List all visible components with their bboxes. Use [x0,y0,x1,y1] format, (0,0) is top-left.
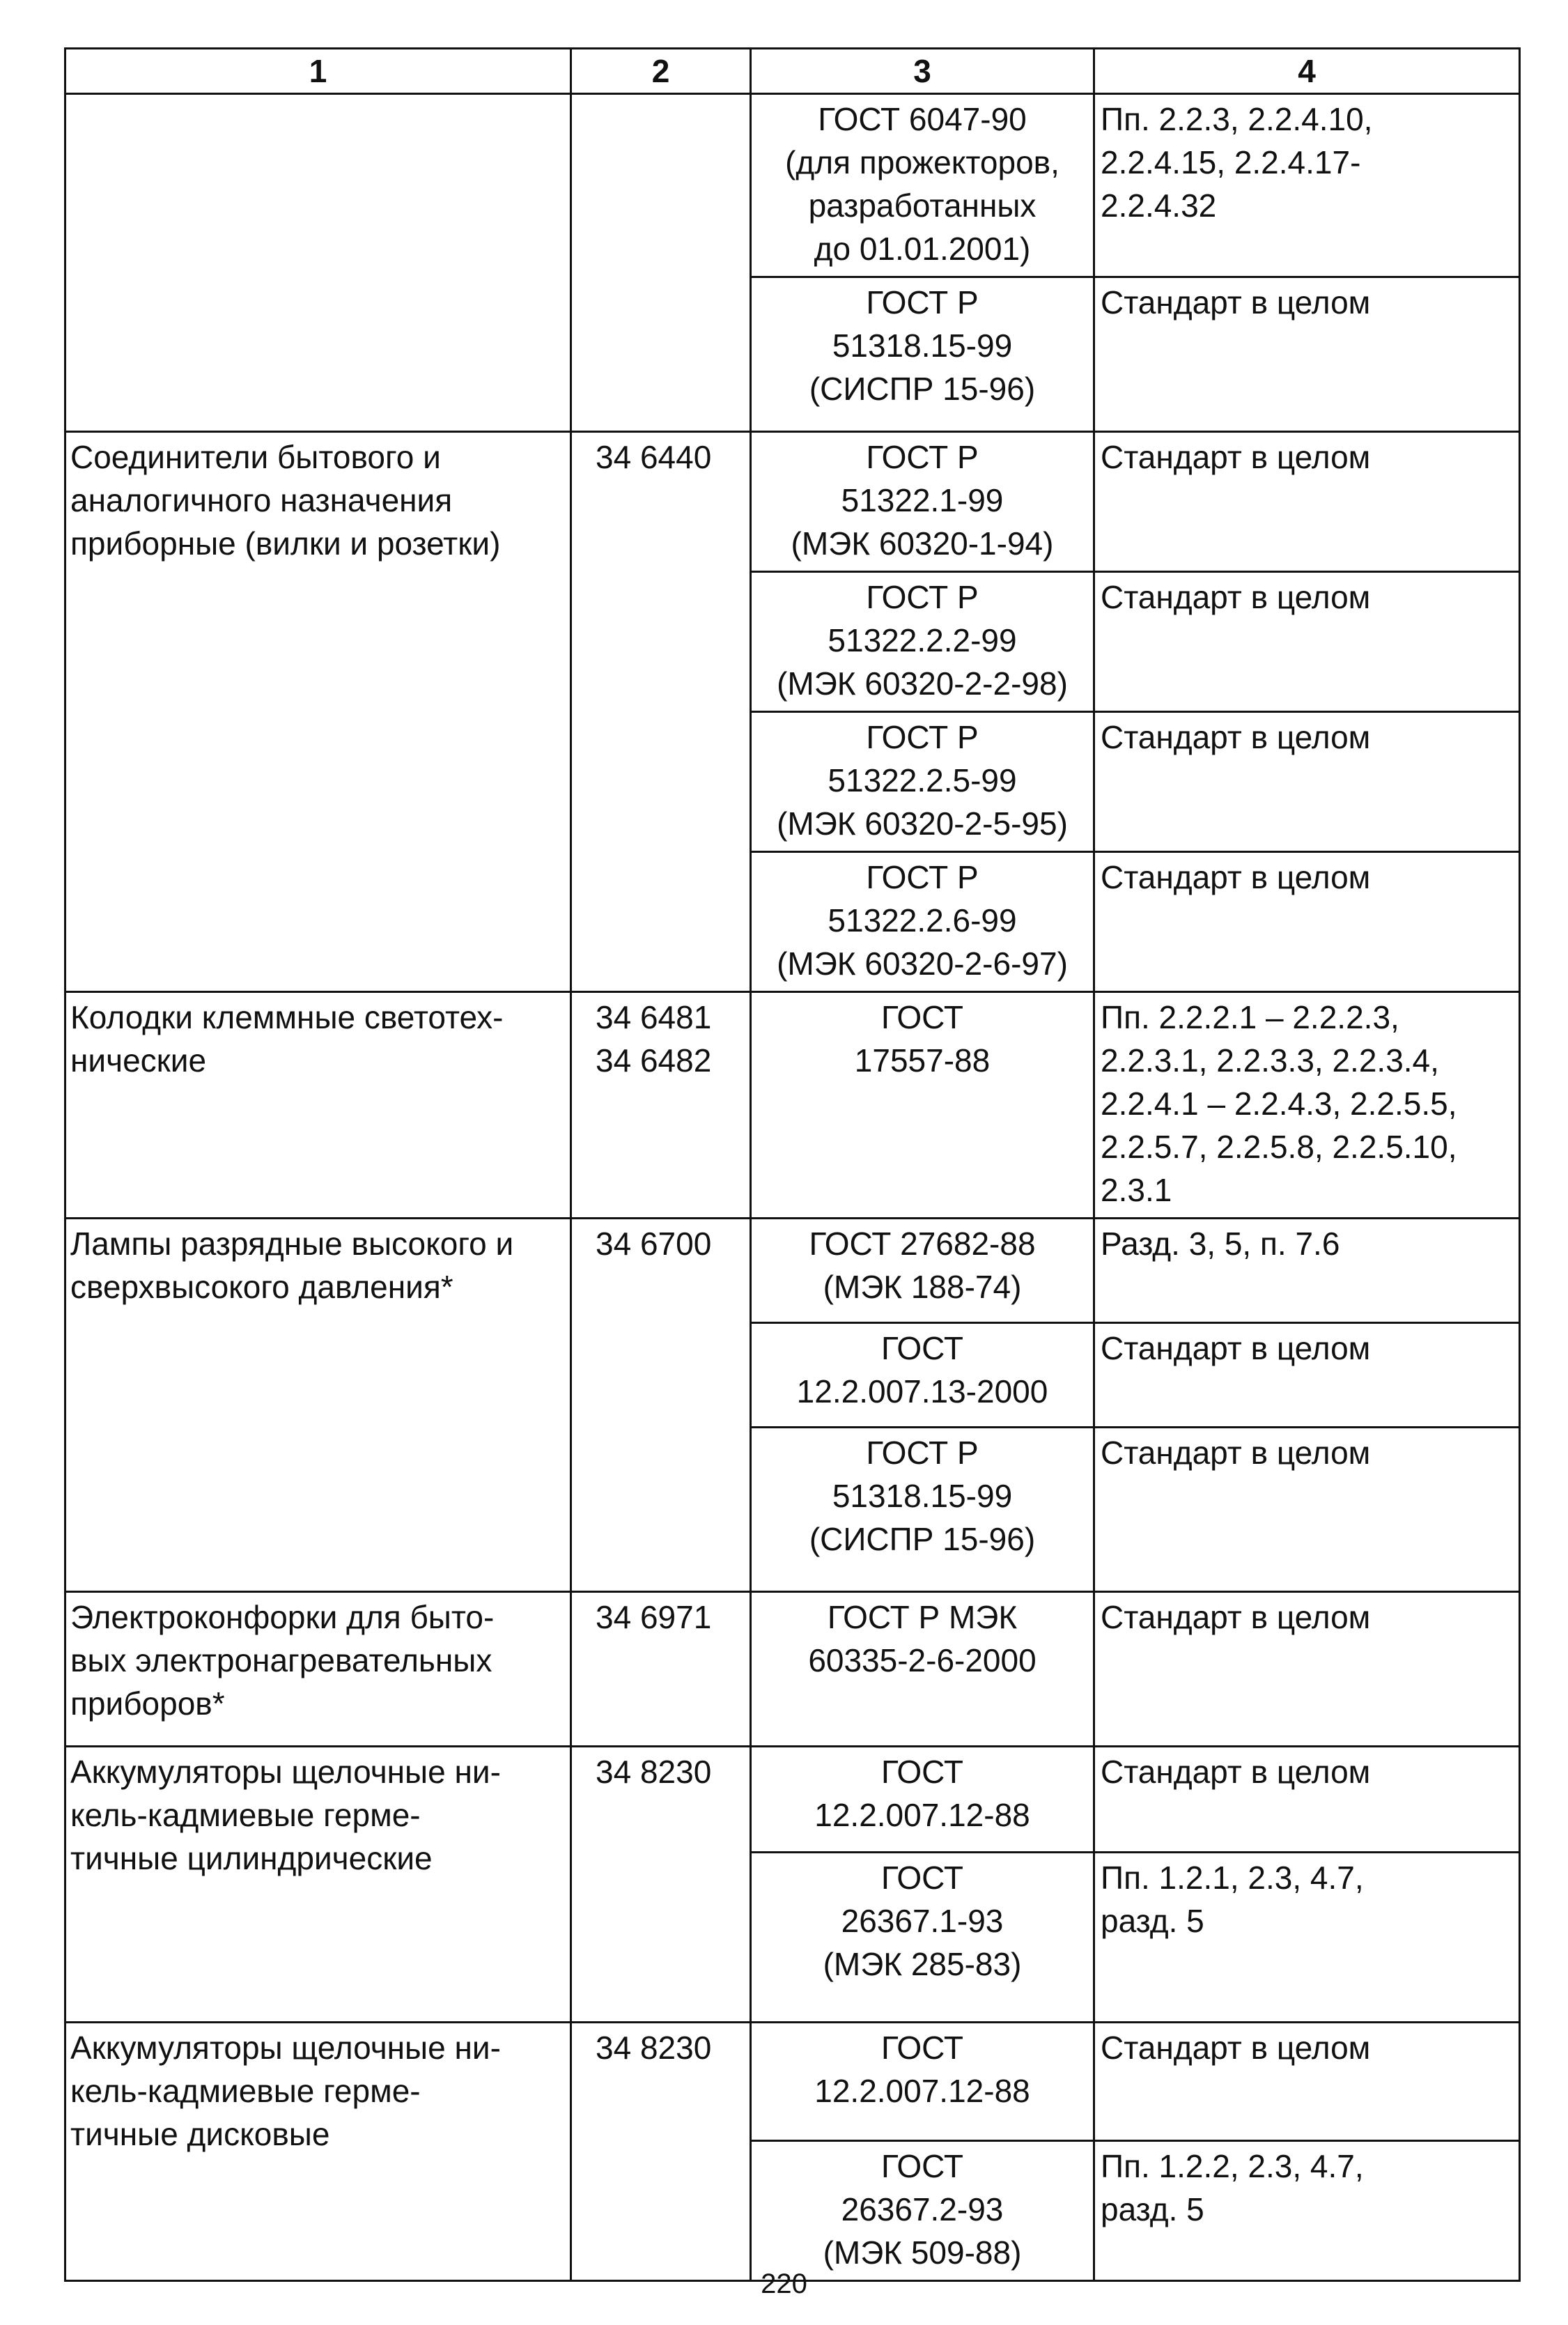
standard-cell: ГОСТ Р 51318.15-99 (СИСПР 15-96) [751,1428,1094,1592]
product-code: 34 8230 [571,1747,751,2023]
product-code: 34 6700 [571,1219,751,1592]
column-header-4: 4 [1094,49,1520,94]
table-row [65,1592,1520,1747]
requirements-cell: Стандарт в целом [1094,852,1520,992]
standard-cell: ГОСТ Р 51322.2.5-99 (МЭК 60320-2-5-95) [751,712,1094,852]
standard-cell: ГОСТ 27682-88 (МЭК 188-74) [751,1219,1094,1323]
requirements-cell: Стандарт в целом [1094,1323,1520,1428]
product-code: 34 6971 [571,1592,751,1747]
standard-cell: ГОСТ Р МЭК 60335-2-6-2000 [751,1592,1094,1747]
column-header-3: 3 [751,49,1094,94]
requirements-cell: Стандарт в целом [1094,2023,1520,2141]
table-row [65,94,1520,277]
product-name: Колодки клеммные светотех- нические [65,992,571,1219]
requirements-cell: Стандарт в целом [1094,572,1520,712]
table-row [65,432,1520,572]
table-row [65,992,1520,1219]
product-code: 34 8230 [571,2023,751,2281]
requirements-cell: Стандарт в целом [1094,432,1520,572]
requirements-cell: Пп. 1.2.2, 2.3, 4.7, разд. 5 [1094,2141,1520,2281]
product-name [65,94,571,432]
product-code: 34 6440 [571,432,751,992]
requirements-cell: Разд. 3, 5, п. 7.6 [1094,1219,1520,1323]
product-name: Соединители бытового и аналогичного назначения приборные (вилки и розетки) [65,432,571,992]
table-row [65,1747,1520,1853]
header-row [65,49,1520,94]
product-code [571,94,751,432]
standard-cell: ГОСТ Р 51322.2.6-99 (МЭК 60320-2-6-97) [751,852,1094,992]
standard-cell: ГОСТ 12.2.007.12-88 [751,2023,1094,2141]
product-name: Аккумуляторы щелочные ни- кель-кадмиевые герме- тичные дисковые [65,2023,571,2281]
column-header-2: 2 [571,49,751,94]
requirements-cell: Пп. 1.2.1, 2.3, 4.7, разд. 5 [1094,1853,1520,2023]
column-header-1: 1 [65,49,571,94]
product-name: Аккумуляторы щелочные ни- кель-кадмиевые герме- тичные цилиндрические [65,1747,571,2023]
standards-table [64,47,1521,2282]
standard-cell: ГОСТ 12.2.007.13-2000 [751,1323,1094,1428]
requirements-cell: Пп. 2.2.2.1 – 2.2.2.3, 2.2.3.1, 2.2.3.3, 2.2.3.4, 2.2.4.1 – 2.2.4.3, 2.2.5.5, 2.2.5.7, 2.2.5.8, 2.2.5.10, 2.3.1 [1094,992,1520,1219]
requirements-cell: Стандарт в целом [1094,1428,1520,1592]
requirements-cell: Стандарт в целом [1094,1592,1520,1747]
standard-cell: ГОСТ 12.2.007.12-88 [751,1747,1094,1853]
requirements-cell: Стандарт в целом [1094,1747,1520,1853]
standard-cell: ГОСТ 17557-88 [751,992,1094,1219]
page-number: 220 [761,2269,807,2299]
table-row [65,1219,1520,1323]
requirements-cell: Стандарт в целом [1094,712,1520,852]
standard-cell: ГОСТ 26367.2-93 (МЭК 509-88) [751,2141,1094,2281]
product-name: Лампы разрядные высокого и сверхвысокого давления* [65,1219,571,1592]
standard-cell: ГОСТ Р 51322.2.2-99 (МЭК 60320-2-2-98) [751,572,1094,712]
standard-cell: ГОСТ 26367.1-93 (МЭК 285-83) [751,1853,1094,2023]
table-row [65,2023,1520,2141]
standard-cell: ГОСТ 6047-90 (для прожекторов, разработанных до 01.01.2001) [751,94,1094,277]
standard-cell: ГОСТ Р 51318.15-99 (СИСПР 15-96) [751,277,1094,432]
product-name: Электроконфорки для быто- вых электронагревательных приборов* [65,1592,571,1747]
requirements-cell: Стандарт в целом [1094,277,1520,432]
requirements-cell: Пп. 2.2.3, 2.2.4.10, 2.2.4.15, 2.2.4.17- 2.2.4.32 [1094,94,1520,277]
standard-cell: ГОСТ Р 51322.1-99 (МЭК 60320-1-94) [751,432,1094,572]
product-code: 34 6481 34 6482 [571,992,751,1219]
